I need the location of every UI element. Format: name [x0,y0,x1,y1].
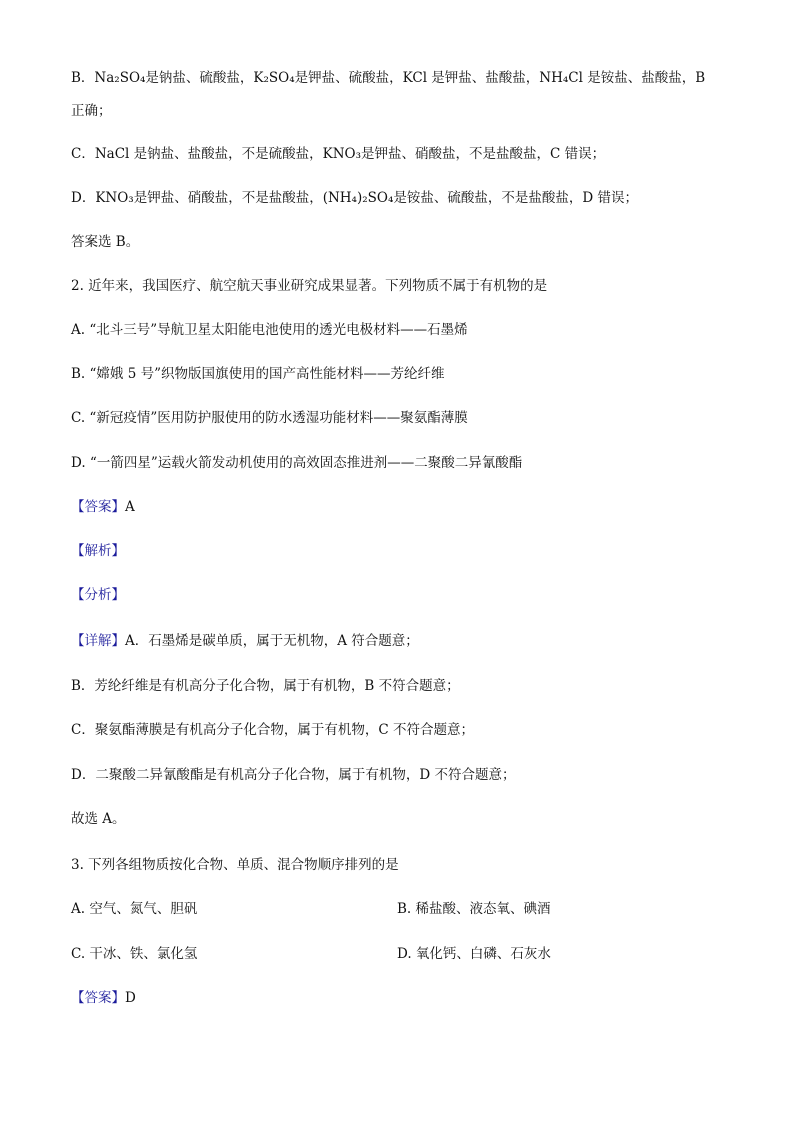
fenxi-heading: 【分析】 [71,587,125,603]
question-3-stem: 3. 下列各组物质按化合物、单质、混合物顺序排列的是 [71,857,399,873]
answer-value: D [125,990,136,1006]
option-b-explanation-line-2: 正确； [71,103,112,119]
detail-heading: 【详解】 [71,633,125,649]
fenxi-label [71,586,754,604]
answer-value: A [125,499,135,515]
option-c-explanation: C．NaCl 是钠盐、盐酸盐，不是硫酸盐，KNO₃是钾盐、硝酸盐，不是盐酸盐，C 错误； [71,146,606,162]
detail-d-line: D．二聚酸二异氰酸酯是有机高分子化合物，属于有机物，D 不符合题意； [71,767,516,783]
question-2-option-b: B. “嫦娥 5 号”织物版国旗使用的国产高性能材料——芳纶纤维 [71,366,445,382]
question-3-option-c: C. 干冰、铁、氯化氢 [71,946,198,962]
question-2-option-d: D. “一箭四星”运载火箭发动机使用的高效固态推进剂——二聚酸二异氰酸酯 [71,455,523,471]
question-2-answer [71,498,754,516]
detail-c-line: C．聚氨酯薄膜是有机高分子化合物，属于有机物，C 不符合题意； [71,722,474,738]
question-2-option-a: A. “北斗三号”导航卫星太阳能电池使用的透光电极材料——石墨烯 [71,322,468,338]
answer-label: 【答案】 [71,499,125,515]
analysis-heading: 【解析】 [71,543,125,559]
option-d-explanation: D．KNO₃是钾盐、硝酸盐，不是盐酸盐，(NH₄)₂SO₄是铵盐、硫酸盐，不是盐酸盐，D 错误； [71,190,638,206]
question-2-option-c: C. “新冠疫情”医用防护服使用的防水透湿功能材料——聚氨酯薄膜 [71,410,468,426]
question-2-conclusion: 故选 A。 [71,811,126,827]
answer-label: 【答案】 [71,990,125,1006]
detail-a-text: A．石墨烯是碳单质，属于无机物，A 符合题意； [125,633,419,649]
question-3-option-d: D. 氧化钙、白磷、石灰水 [397,946,551,962]
question-2-stem: 2. 近年来，我国医疗、航空航天事业研究成果显著。下列物质不属于有机物的是 [71,278,548,294]
question-3-answer [71,989,754,1007]
answer-choice-b: 答案选 B。 [71,234,140,250]
question-3-option-a: A. 空气、氮气、胆矾 [71,901,198,917]
question-3-option-b: B. 稀盐酸、液态氧、碘酒 [397,901,551,917]
detail-b-line: B．芳纶纤维是有机高分子化合物，属于有机物，B 不符合题意； [71,678,460,694]
option-b-explanation-line-1: B．Na₂SO₄是钠盐、硫酸盐，K₂SO₄是钾盐、硫酸盐，KCl 是钾盐、盐酸盐，NH₄Cl 是铵盐、盐酸盐，B [71,70,706,86]
analysis-label [71,542,754,560]
detail-a-line [71,632,754,650]
